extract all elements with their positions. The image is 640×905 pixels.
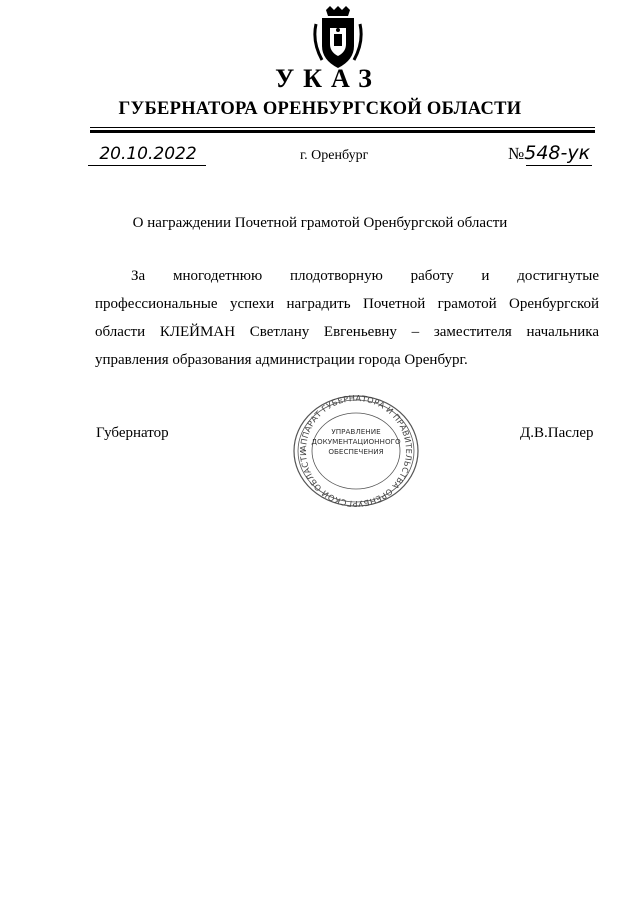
signatory-name: Д.В.Паслер — [520, 425, 594, 441]
stamp-center-line2: ДОКУМЕНТАЦИОННОГО — [311, 437, 401, 446]
signatory-role: Губернатор — [96, 425, 169, 441]
number-value: 548-ук — [524, 142, 591, 164]
header-rule-thin — [90, 127, 595, 128]
coat-of-arms-icon — [312, 6, 364, 70]
official-stamp — [290, 392, 422, 510]
document-type: УКАЗ — [275, 64, 381, 93]
issuer-title: ГУБЕРНАТОРА ОРЕНБУРГСКОЙ ОБЛАСТИ — [118, 99, 522, 119]
header-rule-thick — [90, 130, 595, 133]
number-underline — [526, 165, 592, 166]
number-prefix: № — [508, 144, 525, 163]
stamp-ring-text: АППАРАТ ГУБЕРНАТОРА И ПРАВИТЕЛЬСТВА ОРЕНБУРГСКОЙ ОБЛАСТИ — [297, 392, 415, 510]
stamp-center-line3: ОБЕСПЕЧЕНИЯ — [328, 447, 384, 456]
document-date: 20.10.2022 — [99, 144, 197, 164]
document-number — [508, 142, 590, 164]
document-heading: О награждении Почетной грамотой Оренбургской области — [132, 215, 508, 231]
stamp-center-line1: УПРАВЛЕНИЕ — [331, 427, 381, 436]
date-underline — [88, 165, 206, 166]
document-city: г. Оренбург — [300, 148, 369, 163]
document-body: За многодетнюю плодотворную работу и достигнутые профессиональные успехи наградить Почетной грамотой Оренбургской области КЛЕЙМАН Светлану Евгеньевну – заместителя начальника управления образования администрации города Оренбург. — [95, 268, 599, 368]
